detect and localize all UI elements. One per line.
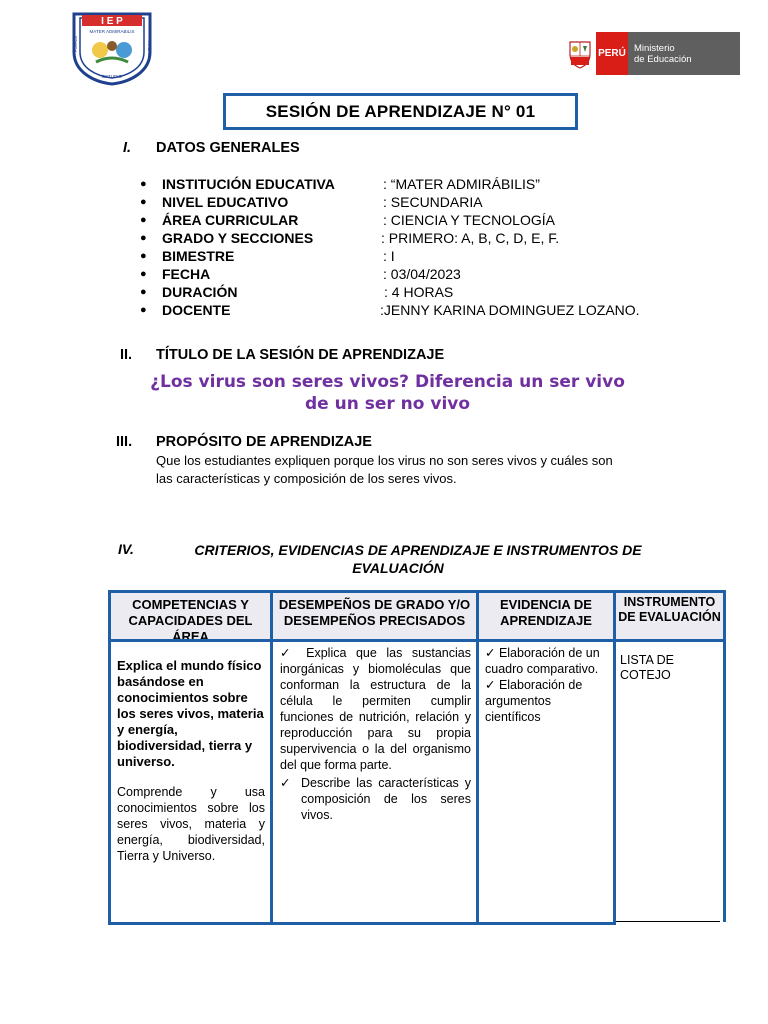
ministry-logo-country: PERÚ xyxy=(596,32,628,75)
general-data-label: NIVEL EDUCATIVO xyxy=(162,194,289,210)
desempeno-2 xyxy=(280,775,471,823)
cell-evidencia xyxy=(476,639,616,925)
school-logo-motto-bottom: ESTUDIO xyxy=(101,74,123,79)
general-data-row xyxy=(140,229,560,247)
general-data-row xyxy=(140,175,540,193)
general-data-row xyxy=(140,283,454,301)
general-data-row xyxy=(140,265,461,283)
instrumento-text: LISTA DE COTEJO xyxy=(620,653,674,682)
section-4-title-line1: CRITERIOS, EVIDENCIAS DE APRENDIZAJE E INSTRUMENTOS DE xyxy=(194,542,642,558)
bullet-icon: ● xyxy=(140,178,147,190)
session-title-line1: ¿Los virus son seres vivos? Diferencia un ser vivo xyxy=(150,372,625,392)
bullet-icon: ● xyxy=(140,214,147,226)
bullet-icon: ● xyxy=(140,196,147,208)
purpose-text xyxy=(156,452,666,488)
section-4-title-line2: EVALUACIÓN xyxy=(352,560,444,576)
school-logo xyxy=(70,12,154,86)
session-title-line2: de un ser no vivo xyxy=(304,394,471,414)
general-data-label: BIMESTRE xyxy=(162,248,235,264)
general-data-label: DURACIÓN xyxy=(162,284,238,300)
ministry-logo-name xyxy=(628,32,740,75)
instrumento-bottom-line xyxy=(616,921,720,922)
desempeno-1-text: ✓ Explica que las sustancias inorgánicas y biomoléculas que conforman la estructura de la célula le permiten cumplir funciones de nutrición, relación y reproducción para su propia supervivencia o la del organismo del que forma parte. xyxy=(280,646,471,772)
competencia-text: Explica el mundo físico basándose en conocimientos sobre los seres vivos, materia y energía, biodiversidad, tierra y universo. xyxy=(117,658,264,769)
section-2-number: II. xyxy=(120,347,133,363)
document-title: SESIÓN DE APRENDIZAJE N° 01 xyxy=(223,93,578,130)
section-1-number: I. xyxy=(123,140,132,156)
criteria-table xyxy=(108,590,726,925)
cell-desempenos xyxy=(270,639,479,925)
evidencia-1-text: ✓ Elaboración de un cuadro comparativo. xyxy=(485,646,600,676)
peru-coat-of-arms-icon xyxy=(563,32,596,75)
general-data-value: : SECUNDARIA xyxy=(383,194,483,210)
cell-competencias xyxy=(108,639,273,925)
school-logo-name: MATER ADMIRABILIS xyxy=(89,29,135,34)
general-data-row xyxy=(140,301,640,319)
general-data-value: : CIENCIA Y TECNOLOGÍA xyxy=(383,212,555,228)
general-data-row xyxy=(140,211,555,229)
general-data-value: : “MATER ADMIRÁBILIS” xyxy=(383,176,540,192)
evidencia-2-text: ✓ Elaboración de argumentos científicos xyxy=(485,678,583,724)
section-3-title: PROPÓSITO DE APRENDIZAJE xyxy=(156,434,372,450)
section-1-title: DATOS GENERALES xyxy=(156,140,300,156)
general-data-label: DOCENTE xyxy=(162,302,231,318)
general-data-label: INSTITUCIÓN EDUCATIVA xyxy=(162,176,335,192)
capacidad-text: Comprende y usa conocimientos sobre los seres vivos, materia y energía, biodiversidad, Tierra y Universo. xyxy=(117,785,265,863)
school-logo-motto-left: FUERZA xyxy=(73,36,78,52)
ministry-logo-line2: de Educación xyxy=(634,54,692,65)
purpose-line2: las características y composición de los seres vivos. xyxy=(156,471,457,486)
ministry-logo-line1: Ministerio xyxy=(634,43,675,54)
purpose-line1: Que los estudiantes expliquen porque los virus no son seres vivos y cuáles son xyxy=(156,453,613,468)
general-data-row xyxy=(140,193,483,211)
section-2-title: TÍTULO DE LA SESIÓN DE APRENDIZAJE xyxy=(156,347,445,363)
section-4-number: IV. xyxy=(118,541,134,557)
section-3-number: III. xyxy=(116,434,133,450)
cell-instrumento xyxy=(613,639,726,922)
school-logo-letters: I E P xyxy=(101,16,123,27)
bullet-icon: ● xyxy=(140,304,147,316)
general-data-label: FECHA xyxy=(162,266,211,282)
general-data-row xyxy=(140,247,395,265)
bullet-icon: ● xyxy=(140,250,147,262)
bullet-icon: ● xyxy=(140,232,147,244)
session-title xyxy=(120,371,655,415)
bullet-icon: ● xyxy=(140,286,147,298)
school-logo-motto-right: TRABAJO xyxy=(147,40,152,59)
general-data-value: : I xyxy=(383,248,395,264)
general-data-value: : PRIMERO: A, B, C, D, E, F. xyxy=(381,230,560,246)
header-evidencia: EVIDENCIA DE APRENDIZAJE xyxy=(476,590,616,642)
general-data-value: : 4 HORAS xyxy=(384,284,454,300)
desempeno-2-text: Describe las características y composición de los seres vivos. xyxy=(301,776,471,822)
section-4-title xyxy=(118,541,678,577)
general-data-label: ÁREA CURRICULAR xyxy=(162,212,299,228)
ministry-logo xyxy=(563,32,740,75)
general-data-value: : 03/04/2023 xyxy=(383,266,461,282)
general-data-value: :JENNY KARINA DOMINGUEZ LOZANO. xyxy=(380,302,640,318)
general-data-label: GRADO Y SECCIONES xyxy=(162,230,314,246)
checkmark-icon: ✓ xyxy=(280,776,291,790)
header-desempenos: DESEMPEÑOS DE GRADO Y/O DESEMPEÑOS PRECISADOS xyxy=(270,590,479,642)
header-instrumento: INSTRUMENTO DE EVALUACIÓN xyxy=(613,590,726,642)
bullet-icon: ● xyxy=(140,268,147,280)
header-competencias: COMPETENCIAS Y CAPACIDADES DEL ÁREA xyxy=(108,590,273,642)
